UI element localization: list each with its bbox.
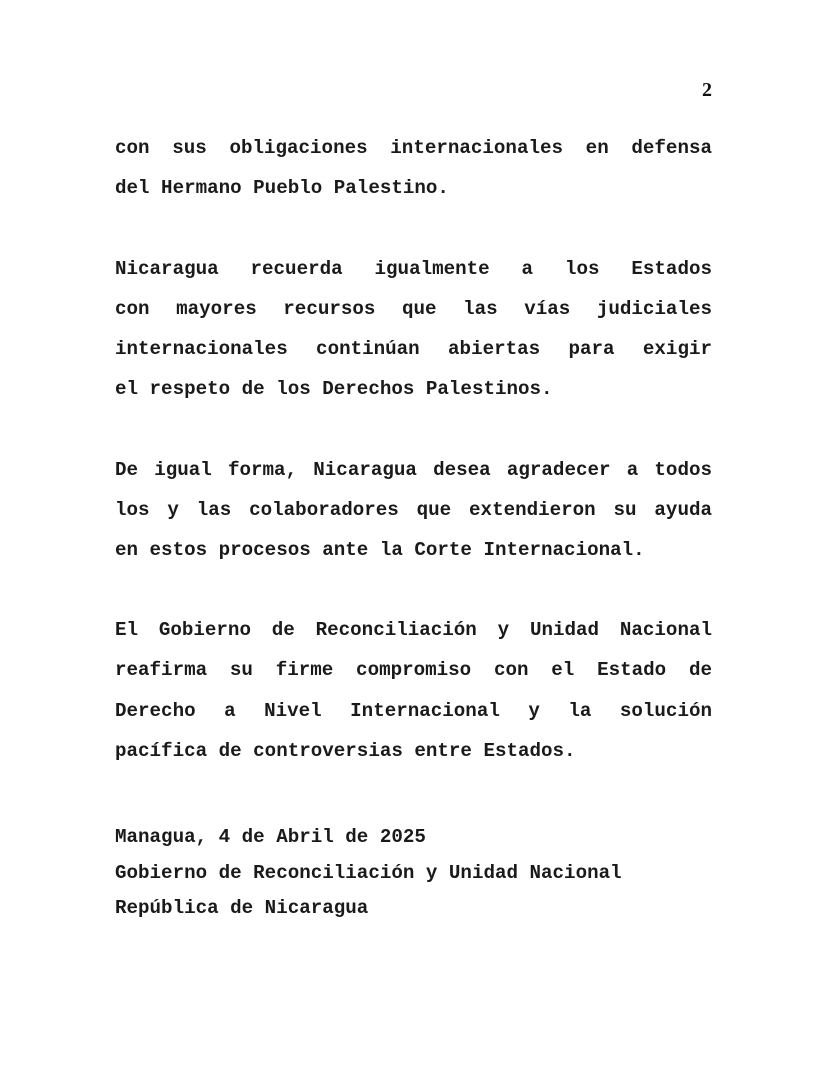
text-line: pacífica de controversias entre Estados. [115, 739, 576, 762]
document-body [115, 128, 712, 771]
text-line: reafirma su firme compromiso con el Estado de [115, 659, 712, 682]
text-line: Nicaragua recuerda igualmente a los Estados [115, 257, 712, 280]
paragraph-judicial-routes [115, 249, 712, 410]
text-line: con mayores recursos que las vías judiciales [115, 297, 712, 320]
text-line: De igual forma, Nicaragua desea agradecer a todos [115, 458, 712, 481]
paragraph-obligations [115, 128, 712, 208]
signature-block [115, 820, 622, 927]
paragraph-commitment [115, 610, 712, 771]
text-line: el respeto de los Derechos Palestinos. [115, 378, 553, 401]
text-line: El Gobierno de Reconciliación y Unidad Nacional [115, 619, 712, 642]
page-number: 2 [702, 79, 712, 101]
text-line: Derecho a Nivel Internacional y la solución [115, 699, 712, 722]
paragraph-acknowledgements [115, 450, 712, 571]
paragraph-spacer [115, 570, 712, 610]
issuing-government: Gobierno de Reconciliación y Unidad Nacional [115, 861, 622, 884]
paragraph-spacer [115, 208, 712, 248]
text-line: internacionales continúan abiertas para exigir [115, 337, 712, 360]
text-line: del Hermano Pueblo Palestino. [115, 177, 449, 200]
place-and-date: Managua, 4 de Abril de 2025 [115, 826, 426, 848]
paragraph-spacer [115, 409, 712, 449]
text-line: en estos procesos ante la Corte Internacional. [115, 538, 645, 561]
country-name: República de Nicaragua [115, 897, 369, 919]
text-line: con sus obligaciones internacionales en defensa [115, 137, 712, 159]
text-line: los y las colaboradores que extendieron su ayuda [115, 498, 712, 521]
